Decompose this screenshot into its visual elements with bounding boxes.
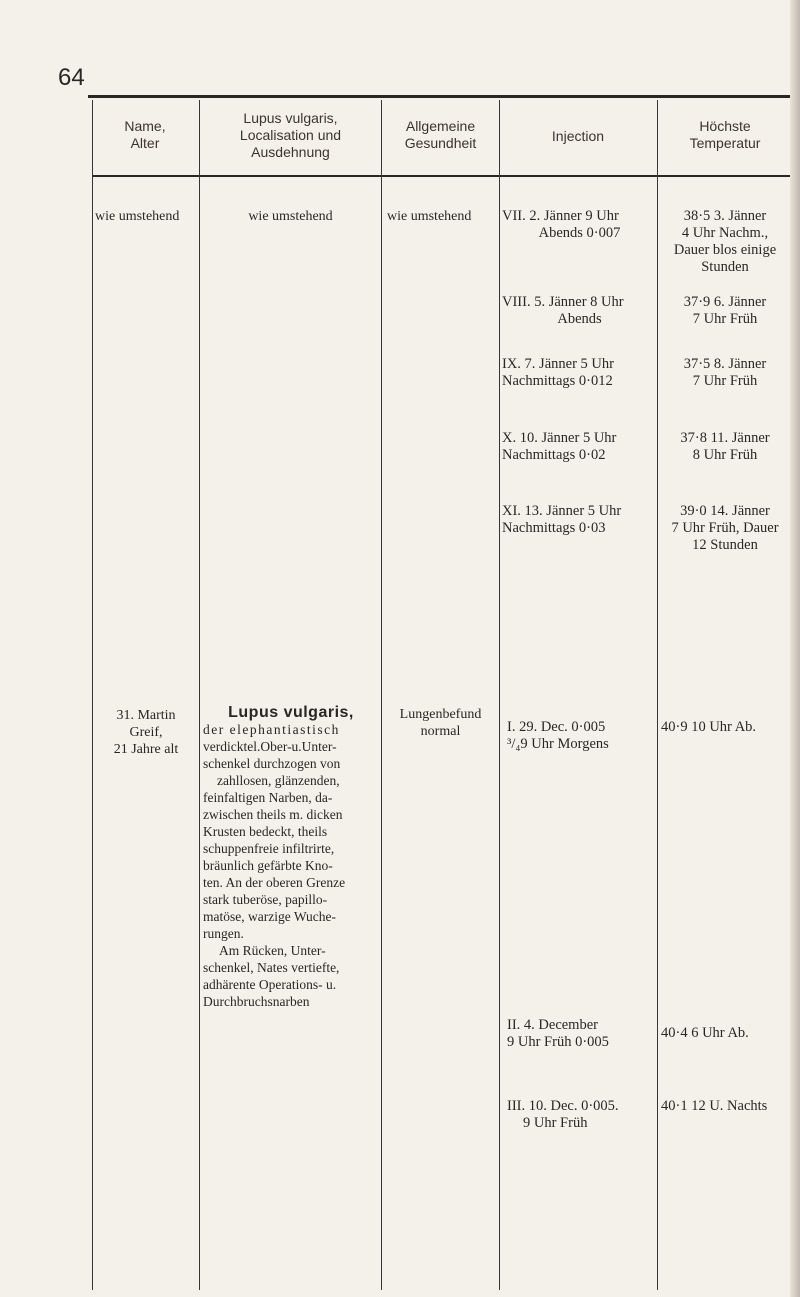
row2-temperature-1: 40·9 10 Uhr Ab. bbox=[661, 719, 757, 735]
header-localisation: Lupus vulgaris, Localisation und Ausdehnung bbox=[239, 110, 342, 160]
row2-temperature-2: 40·4 6 Uhr Ab. bbox=[661, 1025, 749, 1041]
top-rule bbox=[88, 95, 793, 98]
col-divider-3 bbox=[381, 100, 382, 1290]
header-name-alter: Name, Alter bbox=[124, 118, 166, 151]
row1-injection-5: XI. 13. Jänner 5 Uhr Nachmittags 0·03 bbox=[502, 503, 622, 536]
row1-injection-2: VIII. 5. Jänner 8 Uhr Abends bbox=[502, 294, 624, 327]
row2-injection-1: I. 29. Dec. 0·005 ³/₄9 Uhr Morgens bbox=[507, 719, 609, 752]
col-divider-4 bbox=[499, 100, 500, 1290]
row1-temperature-4: 37·8 11. Jänner 8 Uhr Früh bbox=[680, 430, 770, 463]
col-divider-2 bbox=[199, 100, 200, 1290]
row1-temperature-5: 39·0 14. Jänner 7 Uhr Früh, Dauer 12 Stunden bbox=[671, 503, 779, 553]
col-divider-1 bbox=[92, 100, 93, 1290]
row1-temperature-2: 37·9 6. Jänner 7 Uhr Früh bbox=[683, 294, 767, 327]
header-injection: Injection bbox=[551, 128, 605, 144]
row1-health: wie umstehend bbox=[387, 209, 472, 224]
row2-name: 31. Martin Greif, 21 Jahre alt bbox=[113, 708, 179, 757]
row1-injection-1: VII. 2. Jänner 9 Uhr Abends 0·007 bbox=[502, 208, 621, 241]
row2-injection-2: II. 4. December 9 Uhr Früh 0·005 bbox=[507, 1017, 609, 1050]
row1-temperature-1: 38·5 3. Jänner 4 Uhr Nachm., Dauer blos einige Stunden bbox=[673, 208, 777, 275]
page-number: 64 bbox=[58, 64, 85, 91]
row1-name: wie umstehend bbox=[95, 209, 180, 224]
row1-injection-3: IX. 7. Jänner 5 Uhr Nachmittags 0·012 bbox=[502, 356, 614, 389]
header-temperatur: Höchste Temperatur bbox=[689, 118, 761, 151]
row1-temperature-3: 37·5 8. Jänner 7 Uhr Früh bbox=[683, 356, 767, 389]
header-gesundheit: Allgemeine Gesundheit bbox=[404, 118, 477, 151]
row2-temperature-3: 40·1 12 U. Nachts bbox=[661, 1098, 768, 1114]
row2-localisation: Lupus vulgaris, der elephantiastisch verdicktel.Ober-u.Unter- schenkel durchzogen von zahllosen, glänzenden, feinfaltigen Narben, da- zwischen theils m. dicken Krusten bedeckt, theils schuppenfreie infiltrirte, bräunlich gefärbte Kno- ten. An der oberen Grenze stark tuberöse, papillo- matöse, warzige Wuche- rungen. Am Rücken, Unter- schenkel, Nates vertiefte, adhärente Operations- u. Durchbruchsnarben bbox=[203, 704, 354, 1009]
page-edge-shadow bbox=[790, 0, 800, 1297]
row2-health: Lungenbefund normal bbox=[399, 707, 482, 739]
header-rule bbox=[92, 175, 792, 177]
row2-injection-3: III. 10. Dec. 0·005. 9 Uhr Früh bbox=[507, 1098, 619, 1131]
row1-localisation: wie umstehend bbox=[248, 209, 333, 224]
row1-injection-4: X. 10. Jänner 5 Uhr Nachmittags 0·02 bbox=[502, 430, 617, 463]
col-divider-5 bbox=[657, 100, 658, 1290]
